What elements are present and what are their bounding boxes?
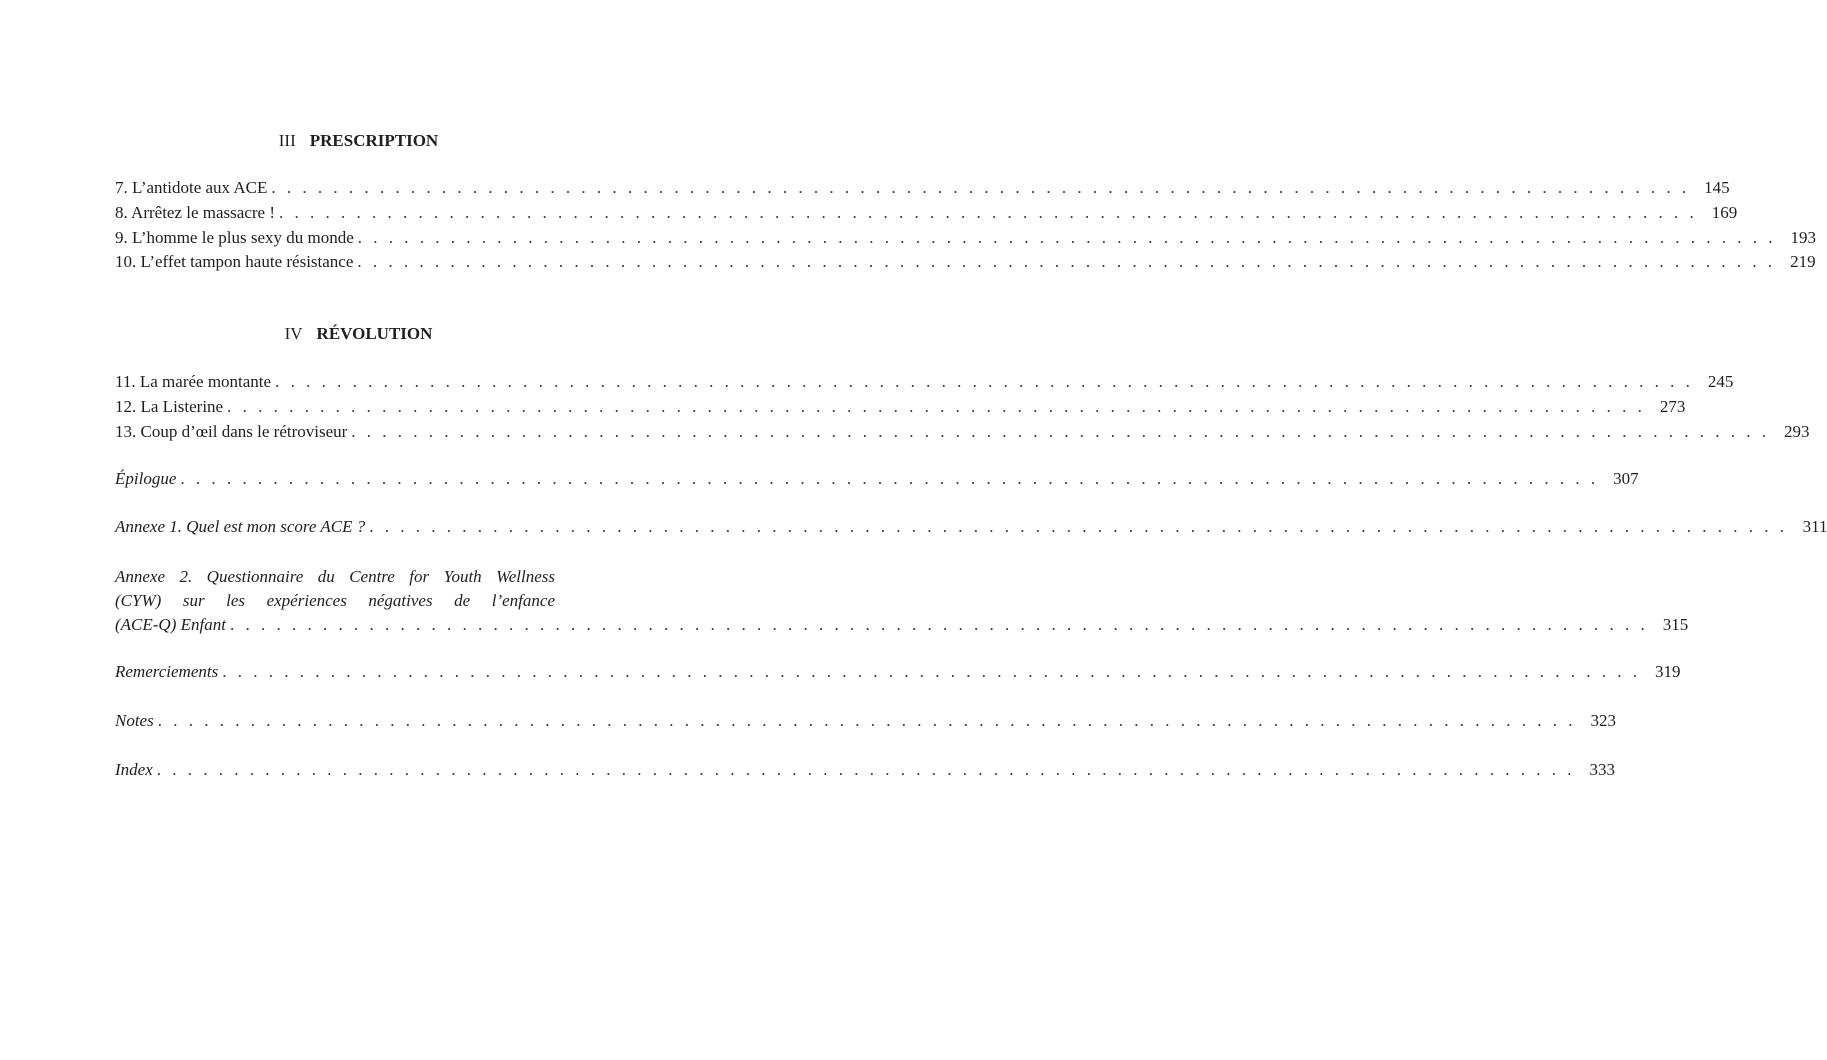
toc-entry-page: 273 <box>1659 397 1686 416</box>
toc-entry-chapter-13[interactable] <box>115 420 1810 444</box>
toc-entry-label: (ACE-Q) Enfant <box>115 615 226 634</box>
dot-leader: . . . . . . . . . . . . . . . . . . . . . . . . . . . . . . . . . . . . . . . . . . . . . . . . . . . . . . . . . . . . . . . . . . . . . . . . . . . . . . . . . . . . . . . . . . . . <box>357 228 1777 247</box>
dot-leader: . . . . . . . . . . . . . . . . . . . . . . . . . . . . . . . . . . . . . . . . . . . . . . . . . . . . . . . . . . . . . . . . . . . . . . . . . . . . . . . . . . . . . . . . . . . . <box>156 760 1576 779</box>
toc-entry-label: 9. L’homme le plus sexy du monde <box>115 228 354 247</box>
toc-entry-page: 145 <box>1704 178 1730 197</box>
toc-entry-annex-2[interactable] <box>115 613 1689 637</box>
part-title: PRESCRIPTION <box>309 131 439 150</box>
toc-entry-chapter-7[interactable] <box>115 176 1730 200</box>
toc-entry-page: 315 <box>1662 615 1689 634</box>
toc-entry-chapter-10[interactable] <box>115 250 1816 274</box>
dot-leader: . . . . . . . . . . . . . . . . . . . . . . . . . . . . . . . . . . . . . . . . . . . . . . . . . . . . . . . . . . . . . . . . . . . . . . . . . . . . . . . . . . . . . . . . . . . . <box>229 615 1649 634</box>
part-heading-iv <box>115 324 602 344</box>
toc-entry-epilogue[interactable] <box>115 467 1639 491</box>
toc-entry-page: 219 <box>1790 252 1816 271</box>
toc-entry-annex-1[interactable] <box>115 515 1827 539</box>
toc-entry-label: Remerciements <box>115 662 219 681</box>
dot-leader: . . . . . . . . . . . . . . . . . . . . . . . . . . . . . . . . . . . . . . . . . . . . . . . . . . . . . . . . . . . . . . . . . . . . . . . . . . . . . . . . . . . . . . . . . . . . <box>369 517 1788 536</box>
dot-leader: . . . . . . . . . . . . . . . . . . . . . . . . . . . . . . . . . . . . . . . . . . . . . . . . . . . . . . . . . . . . . . . . . . . . . . . . . . . . . . . . . . . . . . . . . . . . <box>271 178 1690 197</box>
toc-entry-page: 311 <box>1802 517 1827 536</box>
dot-leader: . . . . . . . . . . . . . . . . . . . . . . . . . . . . . . . . . . . . . . . . . . . . . . . . . . . . . . . . . . . . . . . . . . . . . . . . . . . . . . . . . . . . . . . . . . . . <box>157 711 1576 730</box>
toc-entry-index[interactable] <box>115 758 1616 782</box>
toc-entry-label: 7. L’antidote aux ACE <box>115 178 268 197</box>
dot-leader: . . . . . . . . . . . . . . . . . . . . . . . . . . . . . . . . . . . . . . . . . . . . . . . . . . . . . . . . . . . . . . . . . . . . . . . . . . . . . . . . . . . . . . . . . . . . <box>222 662 1641 681</box>
toc-entry-label: Notes <box>115 711 154 730</box>
dot-leader: . . . . . . . . . . . . . . . . . . . . . . . . . . . . . . . . . . . . . . . . . . . . . . . . . . . . . . . . . . . . . . . . . . . . . . . . . . . . . . . . . . . . . . . . . . . . <box>227 397 1646 416</box>
toc-entry-page: 169 <box>1711 203 1738 222</box>
toc-entry-chapter-8[interactable] <box>115 201 1738 225</box>
dot-leader: . . . . . . . . . . . . . . . . . . . . . . . . . . . . . . . . . . . . . . . . . . . . . . . . . . . . . . . . . . . . . . . . . . . . . . . . . . . . . . . . . . . . . . . . . . . . <box>180 469 1599 488</box>
part-numeral: III <box>278 131 296 150</box>
part-numeral: IV <box>284 324 303 343</box>
toc-entry-label: 10. L’effet tampon haute résistance <box>115 252 354 271</box>
dot-leader: . . . . . . . . . . . . . . . . . . . . . . . . . . . . . . . . . . . . . . . . . . . . . . . . . . . . . . . . . . . . . . . . . . . . . . . . . . . . . . . . . . . . . . . . . . . . <box>275 372 1694 391</box>
toc-entry-label: 13. Coup d’œil dans le rétroviseur <box>115 422 348 441</box>
annex-2-line-2[interactable]: (CYW) sur les expériences négatives de l’enfance <box>115 591 555 610</box>
toc-entry-label: Annexe 1. Quel est mon score ACE ? <box>115 517 366 536</box>
toc-entry-label: 8. Arrêtez le massacre ! <box>115 203 275 222</box>
toc-entry-page: 245 <box>1707 372 1734 391</box>
toc-entry-page: 323 <box>1590 711 1616 730</box>
toc-entry-chapter-11[interactable] <box>115 370 1734 394</box>
dot-leader: . . . . . . . . . . . . . . . . . . . . . . . . . . . . . . . . . . . . . . . . . . . . . . . . . . . . . . . . . . . . . . . . . . . . . . . . . . . . . . . . . . . . . . . . . . . . <box>357 252 1776 271</box>
toc-entry-label: 12. La Listerine <box>115 397 224 416</box>
toc-entry-page: 319 <box>1654 662 1681 681</box>
toc-entry-label: Épilogue <box>115 469 177 488</box>
toc-entry-acknowledgements[interactable] <box>115 660 1681 684</box>
dot-leader: . . . . . . . . . . . . . . . . . . . . . . . . . . . . . . . . . . . . . . . . . . . . . . . . . . . . . . . . . . . . . . . . . . . . . . . . . . . . . . . . . . . . . . . . . . . . <box>351 422 1770 441</box>
part-title: RÉVOLUTION <box>316 324 433 343</box>
toc-entry-label: Index <box>115 760 153 779</box>
toc-entry-chapter-9[interactable] <box>115 226 1817 250</box>
toc-entry-label: 11. La marée montante <box>115 372 272 391</box>
toc-entry-page: 333 <box>1589 760 1616 779</box>
toc-entry-page: 293 <box>1784 422 1810 441</box>
dot-leader: . . . . . . . . . . . . . . . . . . . . . . . . . . . . . . . . . . . . . . . . . . . . . . . . . . . . . . . . . . . . . . . . . . . . . . . . . . . . . . . . . . . . . . . . . . . . <box>279 203 1698 222</box>
toc-entry-notes[interactable] <box>115 709 1616 733</box>
annex-2-line-1[interactable]: Annexe 2. Questionnaire du Centre for Youth Wellness <box>115 567 555 586</box>
toc-entry-page: 307 <box>1613 469 1639 488</box>
toc-entry-chapter-12[interactable] <box>115 395 1686 419</box>
toc-entry-page: 193 <box>1790 228 1817 247</box>
part-heading-iii <box>115 131 602 151</box>
